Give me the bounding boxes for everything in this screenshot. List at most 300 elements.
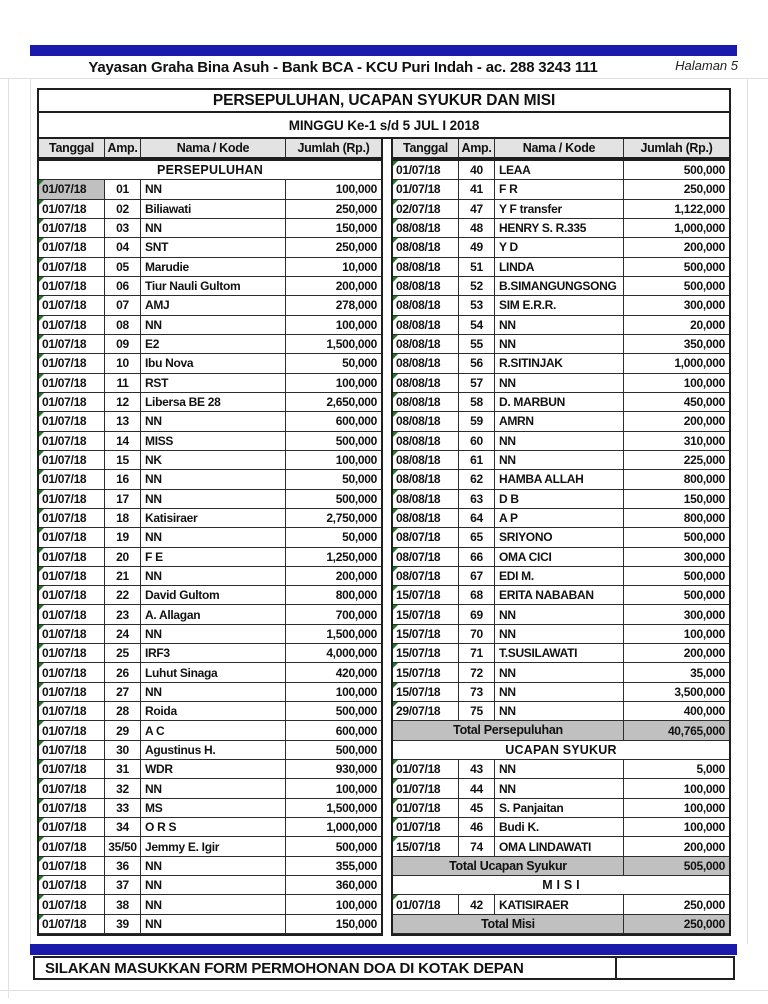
- amp-cell: 02: [105, 200, 141, 219]
- date-cell: 08/07/18: [393, 528, 459, 547]
- amp-cell: 23: [105, 605, 141, 624]
- amount-cell: 450,000: [624, 393, 729, 412]
- amp-cell: 45: [459, 799, 495, 818]
- date-cell: 01/07/18: [39, 258, 105, 277]
- amp-cell: 43: [459, 760, 495, 779]
- amp-cell: 58: [459, 393, 495, 412]
- amp-cell: 19: [105, 528, 141, 547]
- total-amount: 505,000: [624, 857, 729, 876]
- name-cell: Libersa BE 28: [141, 393, 286, 412]
- amount-cell: 2,750,000: [286, 509, 381, 528]
- error-indicator-icon: [39, 721, 44, 726]
- bottom-blue-bar: [30, 944, 737, 955]
- amp-cell: 20: [105, 548, 141, 567]
- amount-cell: 420,000: [286, 663, 381, 682]
- date-cell: 01/07/18: [39, 374, 105, 393]
- amp-cell: 65: [459, 528, 495, 547]
- amp-cell: 53: [459, 296, 495, 315]
- name-cell: NN: [495, 374, 624, 393]
- name-cell: NN: [495, 683, 624, 702]
- date-cell: 01/07/18: [393, 799, 459, 818]
- amount-cell: 355,000: [286, 857, 381, 876]
- error-indicator-icon: [393, 470, 398, 475]
- amp-cell: 36: [105, 857, 141, 876]
- table-left: [37, 159, 383, 936]
- date-cell: 01/07/18: [39, 567, 105, 586]
- amount-cell: 500,000: [286, 837, 381, 856]
- amount-cell: 1,500,000: [286, 335, 381, 354]
- amp-cell: 34: [105, 818, 141, 837]
- date-cell: 01/07/18: [39, 799, 105, 818]
- amount-cell: 200,000: [624, 238, 729, 257]
- date-cell: 01/07/18: [393, 760, 459, 779]
- amount-cell: 100,000: [624, 625, 729, 644]
- date-cell: 08/08/18: [393, 393, 459, 412]
- name-cell: NN: [495, 625, 624, 644]
- date-cell: 02/07/18: [393, 200, 459, 219]
- name-cell: NN: [141, 915, 286, 934]
- amp-cell: 37: [105, 876, 141, 895]
- column-header-nama-kode: Nama / Kode: [495, 139, 624, 157]
- amp-cell: 52: [459, 277, 495, 296]
- name-cell: SIM E.R.R.: [495, 296, 624, 315]
- date-cell: 01/07/18: [39, 876, 105, 895]
- name-cell: MISS: [141, 432, 286, 451]
- report-title: PERSEPULUHAN, UCAPAN SYUKUR DAN MISI: [37, 88, 731, 113]
- name-cell: T.SUSILAWATI: [495, 644, 624, 663]
- name-cell: NN: [141, 683, 286, 702]
- error-indicator-icon: [393, 277, 398, 282]
- footer-empty-cell: [617, 958, 733, 978]
- amp-cell: 28: [105, 702, 141, 721]
- amount-cell: 100,000: [286, 451, 381, 470]
- error-indicator-icon: [39, 412, 44, 417]
- name-cell: NN: [141, 412, 286, 431]
- name-cell: F E: [141, 548, 286, 567]
- amount-cell: 1,122,000: [624, 200, 729, 219]
- error-indicator-icon: [393, 509, 398, 514]
- amp-cell: 24: [105, 625, 141, 644]
- date-cell: 01/07/18: [39, 180, 105, 199]
- error-indicator-icon: [39, 470, 44, 475]
- date-cell: 08/07/18: [393, 548, 459, 567]
- column-header-tanggal: Tanggal: [39, 139, 105, 157]
- amp-cell: 17: [105, 490, 141, 509]
- amount-cell: 360,000: [286, 876, 381, 895]
- amp-cell: 74: [459, 837, 495, 856]
- error-indicator-icon: [39, 779, 44, 784]
- name-cell: HENRY S. R.335: [495, 219, 624, 238]
- date-cell: 01/07/18: [39, 818, 105, 837]
- amp-cell: 42: [459, 895, 495, 914]
- amount-cell: 100,000: [624, 779, 729, 798]
- amount-cell: 800,000: [286, 586, 381, 605]
- date-cell: 01/07/18: [39, 296, 105, 315]
- date-cell: 01/07/18: [393, 180, 459, 199]
- error-indicator-icon: [393, 567, 398, 572]
- amount-cell: 200,000: [624, 837, 729, 856]
- amp-cell: 05: [105, 258, 141, 277]
- error-indicator-icon: [39, 702, 44, 707]
- amp-cell: 07: [105, 296, 141, 315]
- date-cell: 01/07/18: [39, 432, 105, 451]
- date-cell: 01/07/18: [39, 683, 105, 702]
- date-cell: 01/07/18: [39, 721, 105, 740]
- date-cell: 01/07/18: [39, 779, 105, 798]
- amp-cell: 22: [105, 586, 141, 605]
- amp-cell: 13: [105, 412, 141, 431]
- name-cell: AMRN: [495, 412, 624, 431]
- date-cell: 01/07/18: [39, 605, 105, 624]
- error-indicator-icon: [39, 277, 44, 282]
- name-cell: NN: [141, 876, 286, 895]
- amp-cell: 72: [459, 663, 495, 682]
- amount-cell: 930,000: [286, 760, 381, 779]
- name-cell: NN: [141, 316, 286, 335]
- amount-cell: 500,000: [286, 741, 381, 760]
- date-cell: 01/07/18: [39, 277, 105, 296]
- amp-cell: 33: [105, 799, 141, 818]
- amount-cell: 500,000: [624, 258, 729, 277]
- error-indicator-icon: [39, 895, 44, 900]
- name-cell: NN: [141, 470, 286, 489]
- section-row: PERSEPULUHAN: [39, 161, 381, 180]
- name-cell: B.SIMANGUNGSONG: [495, 277, 624, 296]
- amp-cell: 73: [459, 683, 495, 702]
- name-cell: IRF3: [141, 644, 286, 663]
- amp-cell: 64: [459, 509, 495, 528]
- column-header-right: [391, 137, 731, 159]
- amount-cell: 1,000,000: [624, 354, 729, 373]
- error-indicator-icon: [39, 432, 44, 437]
- amount-cell: 500,000: [624, 586, 729, 605]
- amp-cell: 12: [105, 393, 141, 412]
- error-indicator-icon: [393, 625, 398, 630]
- amp-cell: 67: [459, 567, 495, 586]
- error-indicator-icon: [39, 837, 44, 842]
- amp-cell: 30: [105, 741, 141, 760]
- error-indicator-icon: [393, 586, 398, 591]
- name-cell: Budi K.: [495, 818, 624, 837]
- total-label: Total Misi: [393, 915, 624, 934]
- date-cell: 01/07/18: [39, 238, 105, 257]
- margin-gridline: [30, 78, 31, 944]
- date-cell: 01/07/18: [39, 412, 105, 431]
- table-right: [391, 159, 731, 936]
- error-indicator-icon: [39, 818, 44, 823]
- name-cell: NN: [141, 567, 286, 586]
- date-cell: 15/07/18: [393, 586, 459, 605]
- amount-cell: 100,000: [286, 180, 381, 199]
- amount-cell: 150,000: [286, 915, 381, 934]
- date-cell: 01/07/18: [39, 393, 105, 412]
- column-header-tanggal: Tanggal: [393, 139, 459, 157]
- date-cell: 01/07/18: [39, 586, 105, 605]
- error-indicator-icon: [39, 219, 44, 224]
- total-amount: 250,000: [624, 915, 729, 934]
- error-indicator-icon: [393, 548, 398, 553]
- date-cell: 08/08/18: [393, 219, 459, 238]
- date-cell: 08/08/18: [393, 374, 459, 393]
- date-cell: 01/07/18: [393, 161, 459, 180]
- amount-cell: 200,000: [624, 412, 729, 431]
- error-indicator-icon: [39, 625, 44, 630]
- amp-cell: 25: [105, 644, 141, 663]
- date-cell: 29/07/18: [393, 702, 459, 721]
- error-indicator-icon: [39, 374, 44, 379]
- date-cell: 08/08/18: [393, 238, 459, 257]
- name-cell: E2: [141, 335, 286, 354]
- amp-cell: 57: [459, 374, 495, 393]
- amount-cell: 35,000: [624, 663, 729, 682]
- amp-cell: 70: [459, 625, 495, 644]
- error-indicator-icon: [39, 335, 44, 340]
- amount-cell: 500,000: [624, 528, 729, 547]
- date-cell: 01/07/18: [39, 895, 105, 914]
- date-cell: 08/08/18: [393, 412, 459, 431]
- footer-box: [33, 956, 735, 980]
- error-indicator-icon: [39, 915, 44, 920]
- amount-cell: 700,000: [286, 605, 381, 624]
- amount-cell: 150,000: [286, 219, 381, 238]
- name-cell: A P: [495, 509, 624, 528]
- name-cell: NN: [141, 625, 286, 644]
- date-cell: 01/07/18: [39, 857, 105, 876]
- column-header-nama-kode: Nama / Kode: [141, 139, 286, 157]
- date-cell: 01/07/18: [39, 490, 105, 509]
- error-indicator-icon: [393, 316, 398, 321]
- amount-cell: 20,000: [624, 316, 729, 335]
- date-cell: 01/07/18: [39, 528, 105, 547]
- name-cell: NN: [495, 432, 624, 451]
- footer-notice: SILAKAN MASUKKAN FORM PERMOHONAN DOA DI KOTAK DEPAN: [35, 958, 617, 978]
- error-indicator-icon: [393, 451, 398, 456]
- amount-cell: 2,650,000: [286, 393, 381, 412]
- date-cell: 01/07/18: [39, 915, 105, 934]
- name-cell: Marudie: [141, 258, 286, 277]
- amp-cell: 18: [105, 509, 141, 528]
- amp-cell: 46: [459, 818, 495, 837]
- error-indicator-icon: [39, 586, 44, 591]
- amount-cell: 3,500,000: [624, 683, 729, 702]
- page-number-label: Halaman 5: [675, 58, 738, 73]
- amp-cell: 51: [459, 258, 495, 277]
- date-cell: 01/07/18: [39, 741, 105, 760]
- date-cell: 01/07/18: [39, 663, 105, 682]
- error-indicator-icon: [393, 432, 398, 437]
- amount-cell: 1,000,000: [624, 219, 729, 238]
- column-header-amp: Amp.: [105, 139, 141, 157]
- name-cell: A C: [141, 721, 286, 740]
- error-indicator-icon: [39, 509, 44, 514]
- error-indicator-icon: [39, 393, 44, 398]
- error-indicator-icon: [393, 702, 398, 707]
- amp-cell: 39: [105, 915, 141, 934]
- date-cell: 01/07/18: [39, 644, 105, 663]
- amount-cell: 1,500,000: [286, 799, 381, 818]
- name-cell: R.SITINJAK: [495, 354, 624, 373]
- amount-cell: 800,000: [624, 470, 729, 489]
- date-cell: 01/07/18: [39, 354, 105, 373]
- error-indicator-icon: [39, 238, 44, 243]
- name-cell: NN: [141, 180, 286, 199]
- error-indicator-icon: [39, 528, 44, 533]
- amp-cell: 03: [105, 219, 141, 238]
- column-header-left: [37, 137, 383, 159]
- section-row: UCAPAN SYUKUR: [393, 741, 729, 760]
- date-cell: 15/07/18: [393, 625, 459, 644]
- amount-cell: 500,000: [286, 490, 381, 509]
- name-cell: NN: [495, 451, 624, 470]
- amount-cell: 1,500,000: [286, 625, 381, 644]
- amp-cell: 38: [105, 895, 141, 914]
- amp-cell: 60: [459, 432, 495, 451]
- error-indicator-icon: [39, 180, 44, 185]
- amount-cell: 100,000: [286, 683, 381, 702]
- date-cell: 15/07/18: [393, 683, 459, 702]
- error-indicator-icon: [393, 412, 398, 417]
- amp-cell: 41: [459, 180, 495, 199]
- name-cell: NN: [141, 895, 286, 914]
- name-cell: NN: [495, 316, 624, 335]
- amp-cell: 75: [459, 702, 495, 721]
- amount-cell: 225,000: [624, 451, 729, 470]
- amp-cell: 63: [459, 490, 495, 509]
- date-cell: 08/08/18: [393, 432, 459, 451]
- amount-cell: 100,000: [286, 316, 381, 335]
- error-indicator-icon: [393, 895, 398, 900]
- amp-cell: 56: [459, 354, 495, 373]
- amp-cell: 44: [459, 779, 495, 798]
- amp-cell: 14: [105, 432, 141, 451]
- error-indicator-icon: [393, 200, 398, 205]
- date-cell: 01/07/18: [39, 219, 105, 238]
- date-cell: 08/08/18: [393, 354, 459, 373]
- name-cell: NN: [495, 335, 624, 354]
- error-indicator-icon: [393, 760, 398, 765]
- amp-cell: 49: [459, 238, 495, 257]
- name-cell: NN: [141, 219, 286, 238]
- date-cell: 01/07/18: [39, 509, 105, 528]
- date-cell: 01/07/18: [39, 625, 105, 644]
- amount-cell: 600,000: [286, 412, 381, 431]
- amp-cell: 01: [105, 180, 141, 199]
- date-cell: 08/08/18: [393, 258, 459, 277]
- amount-cell: 200,000: [624, 644, 729, 663]
- amount-cell: 350,000: [624, 335, 729, 354]
- report-header: Yayasan Graha Bina Asuh - Bank BCA - KCU Puri Indah - ac. 288 3243 111: [88, 59, 598, 76]
- margin-gridline: [747, 78, 748, 944]
- column-header-jumlah: Jumlah (Rp.): [640, 141, 713, 155]
- name-cell: NN: [141, 490, 286, 509]
- amount-cell: 250,000: [286, 200, 381, 219]
- amp-cell: 32: [105, 779, 141, 798]
- error-indicator-icon: [393, 258, 398, 263]
- date-cell: 01/07/18: [39, 200, 105, 219]
- amp-cell: 66: [459, 548, 495, 567]
- section-row: M I S I: [393, 876, 729, 895]
- date-cell: 08/08/18: [393, 335, 459, 354]
- error-indicator-icon: [39, 605, 44, 610]
- error-indicator-icon: [39, 296, 44, 301]
- amp-cell: 09: [105, 335, 141, 354]
- error-indicator-icon: [393, 837, 398, 842]
- error-indicator-icon: [39, 354, 44, 359]
- date-cell: 08/08/18: [393, 490, 459, 509]
- amp-cell: 59: [459, 412, 495, 431]
- name-cell: ERITA NABABAN: [495, 586, 624, 605]
- name-cell: Jemmy E. Igir: [141, 837, 286, 856]
- column-header-amp: Amp.: [459, 139, 495, 157]
- name-cell: NN: [495, 605, 624, 624]
- date-cell: 01/07/18: [39, 335, 105, 354]
- error-indicator-icon: [39, 876, 44, 881]
- amount-cell: 800,000: [624, 509, 729, 528]
- amount-cell: 100,000: [624, 818, 729, 837]
- date-cell: 08/08/18: [393, 509, 459, 528]
- name-cell: NN: [495, 663, 624, 682]
- error-indicator-icon: [39, 451, 44, 456]
- amount-cell: 250,000: [286, 238, 381, 257]
- name-cell: O R S: [141, 818, 286, 837]
- name-cell: WDR: [141, 760, 286, 779]
- name-cell: OMA CICI: [495, 548, 624, 567]
- error-indicator-icon: [39, 663, 44, 668]
- amount-cell: 50,000: [286, 470, 381, 489]
- amount-cell: 100,000: [624, 799, 729, 818]
- amp-cell: 31: [105, 760, 141, 779]
- total-amount: 40,765,000: [624, 721, 729, 740]
- name-cell: RST: [141, 374, 286, 393]
- amp-cell: 62: [459, 470, 495, 489]
- name-cell: David Gultom: [141, 586, 286, 605]
- date-cell: 01/07/18: [393, 818, 459, 837]
- date-cell: 15/07/18: [393, 837, 459, 856]
- name-cell: LEAA: [495, 161, 624, 180]
- date-cell: 08/08/18: [393, 470, 459, 489]
- error-indicator-icon: [39, 741, 44, 746]
- date-cell: 08/08/18: [393, 296, 459, 315]
- amount-cell: 100,000: [624, 374, 729, 393]
- name-cell: NN: [141, 528, 286, 547]
- amp-cell: 35/50: [105, 837, 141, 856]
- error-indicator-icon: [393, 296, 398, 301]
- amount-cell: 278,000: [286, 296, 381, 315]
- date-cell: 01/07/18: [39, 702, 105, 721]
- error-indicator-icon: [393, 818, 398, 823]
- amp-cell: 29: [105, 721, 141, 740]
- amp-cell: 47: [459, 200, 495, 219]
- name-cell: Agustinus H.: [141, 741, 286, 760]
- date-cell: 01/07/18: [39, 451, 105, 470]
- error-indicator-icon: [393, 683, 398, 688]
- name-cell: Ibu Nova: [141, 354, 286, 373]
- error-indicator-icon: [39, 683, 44, 688]
- name-cell: AMJ: [141, 296, 286, 315]
- name-cell: Tiur Nauli Gultom: [141, 277, 286, 296]
- error-indicator-icon: [39, 644, 44, 649]
- error-indicator-icon: [39, 258, 44, 263]
- amount-cell: 1,250,000: [286, 548, 381, 567]
- name-cell: MS: [141, 799, 286, 818]
- amp-cell: 68: [459, 586, 495, 605]
- amp-cell: 40: [459, 161, 495, 180]
- date-cell: 01/07/18: [39, 316, 105, 335]
- name-cell: NN: [495, 702, 624, 721]
- amount-cell: 500,000: [624, 277, 729, 296]
- error-indicator-icon: [393, 374, 398, 379]
- amount-cell: 150,000: [624, 490, 729, 509]
